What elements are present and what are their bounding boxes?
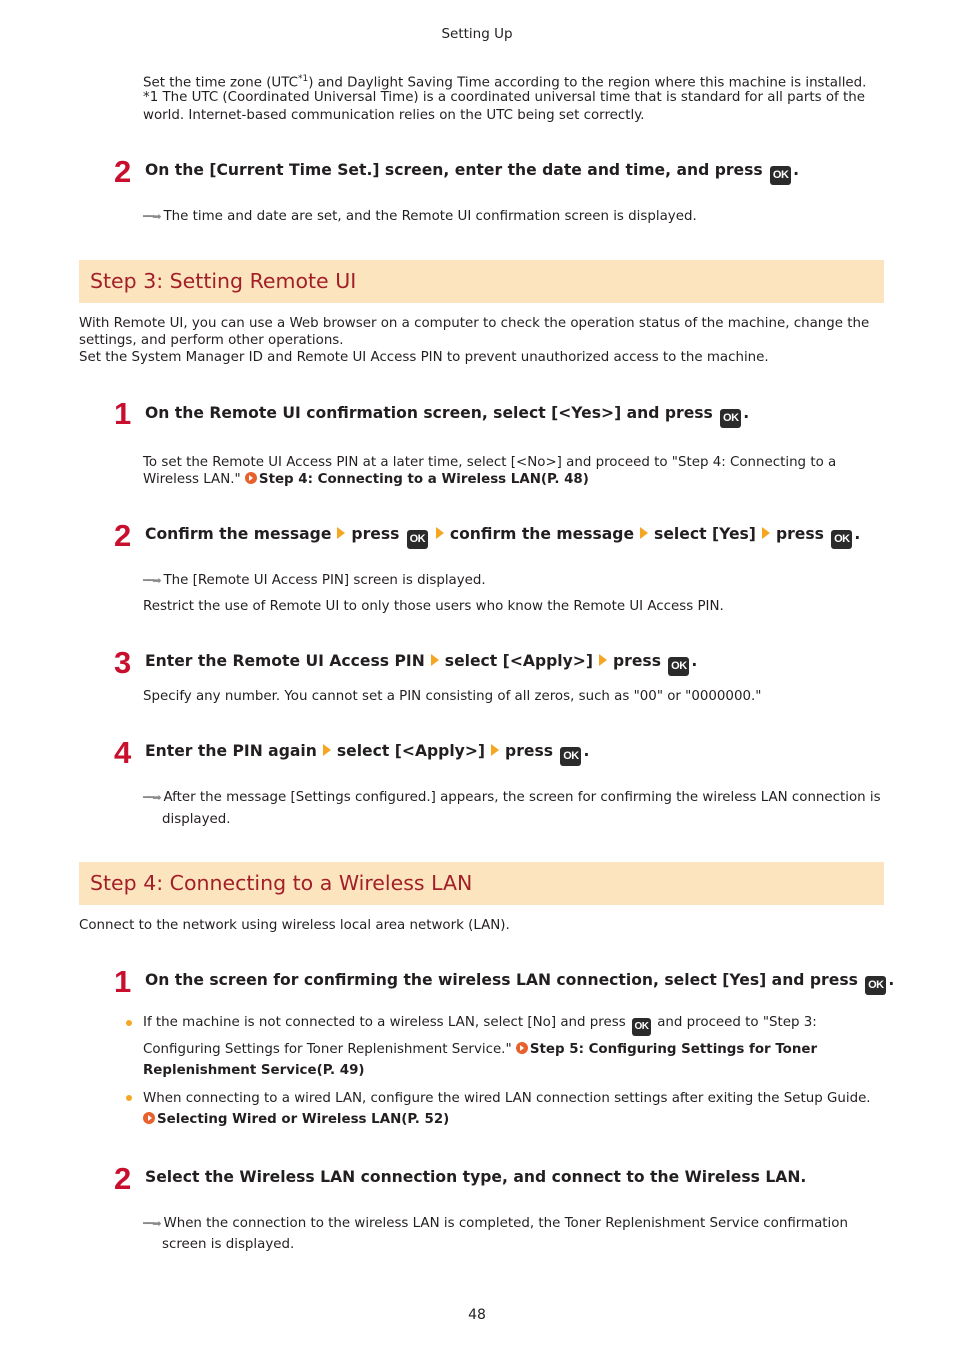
triangle-arrow-icon: [640, 527, 648, 539]
step-note: Wireless LAN." Step 4: Connecting to a Wireless LAN(P. 48): [143, 472, 589, 487]
bullet-text: If the machine is not connected to a wireless LAN, select [No] and press OK and proceed to "Step 3:: [143, 1014, 817, 1036]
bullet-dot-icon: [126, 1020, 132, 1026]
ok-key-icon: OK: [770, 166, 791, 185]
step-title: On the screen for confirming the wireless LAN connection, select [Yes] and press OK .: [145, 970, 894, 995]
step-result-continued: screen is displayed.: [162, 1237, 295, 1252]
intro-line-3: world. Internet-based communication relies on the UTC being set correctly.: [143, 108, 645, 123]
step-result-continued: displayed.: [162, 812, 231, 827]
ok-key-icon: OK: [720, 409, 741, 428]
result-arrow-icon: ━━➡: [143, 791, 160, 804]
step-number: 2: [114, 518, 132, 553]
step-result: ━━➡ The time and date are set, and the Remote UI confirmation screen is displayed.: [143, 209, 697, 224]
step-title: Enter the PIN again select [<Apply>] press OK .: [145, 741, 589, 766]
ok-key-icon: OK: [632, 1018, 651, 1036]
intro-line-1: Set the time zone (UTC$^{*1}$) and Daylight Saving Time according to the region where this machine is installed.: [143, 74, 867, 91]
ok-key-icon: OK: [865, 976, 886, 995]
ok-key-icon: OK: [668, 657, 689, 676]
step-note: Specify any number. You cannot set a PIN consisting of all zeros, such as "00" or "0000000.": [143, 689, 762, 704]
triangle-arrow-icon: [436, 527, 444, 539]
page-number: 48: [468, 1307, 486, 1323]
step-result: ━━➡ The [Remote UI Access PIN] screen is displayed.: [143, 573, 486, 588]
bullet-text: When connecting to a wired LAN, configure the wired LAN connection settings after exiting the Setup Guide.: [143, 1091, 871, 1106]
step-number: 3: [114, 645, 132, 680]
step-result: ━━➡ After the message [Settings configured.] appears, the screen for confirming the wireless LAN connection is: [143, 790, 881, 805]
result-arrow-icon: ━━➡: [143, 1217, 160, 1230]
section-paragraph: Connect to the network using wireless local area network (LAN).: [79, 918, 510, 933]
section-paragraph: With Remote UI, you can use a Web browser on a computer to check the operation status of the machine, change the: [79, 316, 870, 331]
triangle-arrow-icon: [491, 744, 499, 756]
link-arrow-icon: [245, 472, 257, 484]
ok-key-icon: OK: [560, 747, 581, 766]
ok-key-icon: OK: [407, 530, 428, 549]
step-result: ━━➡ When the connection to the wireless LAN is completed, the Toner Replenishment Service confirmation: [143, 1216, 848, 1231]
cross-reference-link[interactable]: Step 5: Configuring Settings for Toner: [529, 1042, 818, 1057]
link-arrow-icon: [143, 1112, 155, 1124]
step-title: Select the Wireless LAN connection type, and connect to the Wireless LAN.: [145, 1168, 807, 1186]
section-paragraph: settings, and perform other operations.: [79, 333, 344, 348]
ok-key-icon: OK: [831, 530, 852, 549]
step-title: On the Remote UI confirmation screen, select [<Yes>] and press OK .: [145, 403, 749, 428]
section-paragraph: Set the System Manager ID and Remote UI Access PIN to prevent unauthorized access to the machine.: [79, 350, 769, 365]
intro-line-2: *1 The UTC (Coordinated Universal Time) is a coordinated universal time that is standard for all parts of the: [143, 90, 865, 105]
step-number: 2: [114, 154, 132, 189]
bullet-link-line: [143, 1111, 449, 1128]
page-header: Setting Up: [441, 26, 513, 42]
triangle-arrow-icon: [431, 654, 439, 666]
section-title: Step 3: Setting Remote UI: [90, 269, 357, 293]
section-title: Step 4: Connecting to a Wireless LAN: [90, 871, 473, 895]
result-arrow-icon: ━━➡: [143, 574, 160, 587]
step-title: On the [Current Time Set.] screen, enter the date and time, and press OK .: [145, 160, 799, 185]
bullet-dot-icon: [126, 1095, 132, 1101]
section-header: [79, 862, 884, 905]
triangle-arrow-icon: [762, 527, 770, 539]
result-arrow-icon: ━━➡: [143, 210, 160, 223]
triangle-arrow-icon: [323, 744, 331, 756]
section-header: [79, 260, 884, 303]
cross-reference-link[interactable]: Step 4: Connecting to a Wireless LAN(P. 48): [258, 472, 589, 487]
bullet-text: Configuring Settings for Toner Replenishment Service." Step 5: Configuring Settings for Toner: [143, 1042, 818, 1057]
step-title: Confirm the message press OK confirm the message select [Yes] press OK .: [145, 524, 860, 549]
step-note: Restrict the use of Remote UI to only those users who know the Remote UI Access PIN.: [143, 599, 724, 614]
cross-reference-link[interactable]: Selecting Wired or Wireless LAN(P. 52): [157, 1112, 450, 1127]
step-number: 1: [114, 964, 132, 999]
cross-reference-link[interactable]: Replenishment Service(P. 49): [143, 1063, 365, 1078]
link-arrow-icon: [516, 1042, 528, 1054]
step-number: 2: [114, 1161, 132, 1196]
step-note: To set the Remote UI Access PIN at a later time, select [<No>] and proceed to "Step 4: Connecting to a: [143, 455, 837, 470]
step-number: 4: [114, 735, 132, 770]
step-title: Enter the Remote UI Access PIN select [<Apply>] press OK .: [145, 651, 697, 676]
step-number: 1: [114, 396, 132, 431]
triangle-arrow-icon: [599, 654, 607, 666]
triangle-arrow-icon: [337, 527, 345, 539]
